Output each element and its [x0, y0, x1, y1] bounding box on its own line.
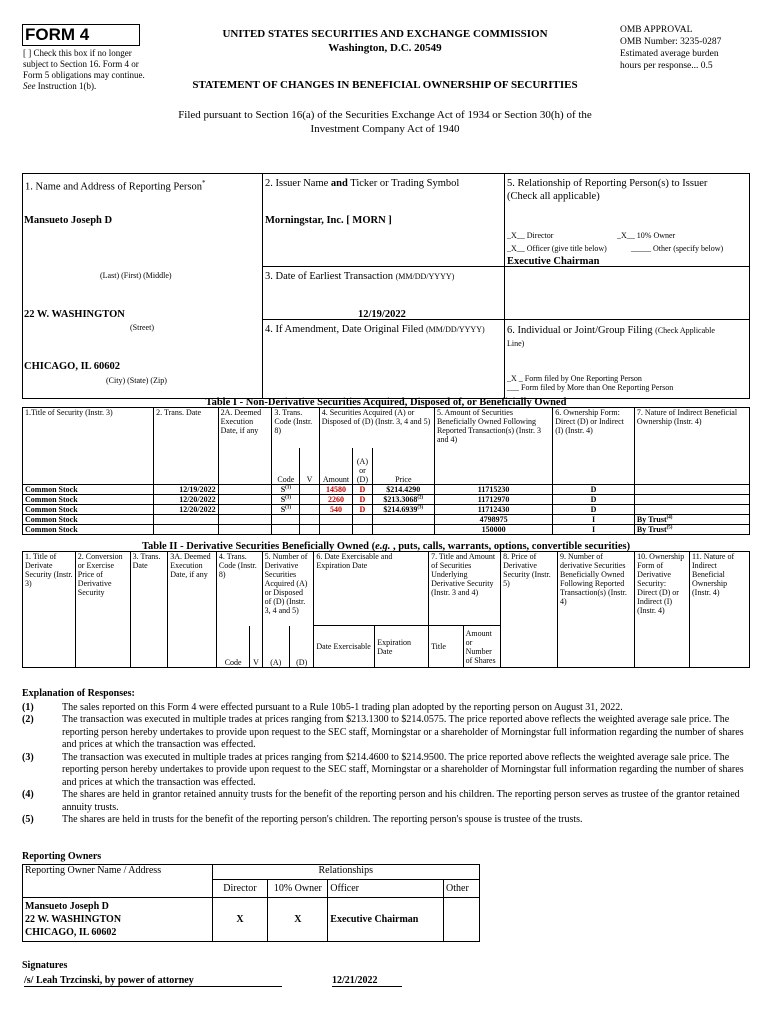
box6-label-note: (Check Applicable [655, 326, 715, 335]
omb-line: Estimated average burden [620, 49, 719, 59]
table2-title-a: Table II - Derivative Securities Beneficially Owned ( [141, 541, 376, 552]
footnote-item [22, 814, 752, 827]
box3-label-text: 3. Date of Earliest Transaction [265, 271, 394, 282]
t1-price-footnote: (2) [417, 495, 424, 501]
table1-h-code-sub: Code [272, 448, 300, 485]
t1-code [272, 485, 300, 495]
owners-col-other: Other [444, 880, 480, 898]
city-label: (City) (State) (Zip) [106, 376, 167, 385]
ten-pct-owner-checkbox: _X__ 10% Owner [617, 231, 676, 240]
t1-owned: 11712430 [434, 505, 552, 515]
t1-amount [319, 525, 353, 535]
checkbox-note-instr: Instruction 1(b). [37, 81, 97, 91]
t2-h-code-sub: Code [216, 626, 250, 668]
checkbox-note-see: See [23, 81, 36, 91]
explanation-section [22, 688, 752, 827]
t1-owned: 11712970 [434, 495, 552, 505]
t1-deemed [218, 515, 272, 525]
omb-line: OMB Number: 3235-0287 [620, 37, 722, 47]
footnote-item [22, 752, 752, 790]
grid-line [262, 266, 505, 267]
t2-h-owned: 9. Number of derivative Securities Beneficially Owned Following Reported Transaction(s) (Instr. 4) [558, 552, 635, 668]
table-row [23, 525, 750, 535]
t1-code [272, 525, 300, 535]
box2-label [265, 177, 459, 190]
box4-label-text: 4. If Amendment, Date Original Filed [265, 324, 424, 335]
t1-v [300, 525, 319, 535]
agency-name: UNITED STATES SECURITIES AND EXCHANGE COMMISSION [222, 28, 548, 40]
t1-nature-value: By Trust [636, 515, 667, 524]
reporting-person-name: Mansueto Joseph D [24, 215, 113, 226]
form-title: FORM 4 [22, 24, 140, 46]
filed-line: Investment Company Act of 1940 [310, 123, 460, 135]
t1-title: Common Stock [23, 495, 154, 505]
t1-price-footnote: (3) [417, 505, 424, 511]
t2-h-amount: Amount or Number of Shares [463, 626, 501, 668]
signature: /s/ Leah Trzcinski, by power of attorney [24, 975, 282, 987]
t1-owned: 150000 [434, 525, 552, 535]
city-state-zip: CHICAGO, IL 60602 [24, 361, 120, 372]
t2-h-d: (D) [290, 626, 314, 668]
agency-address: Washington, D.C. 20549 [328, 42, 442, 54]
t1-deemed [218, 505, 272, 515]
t1-title: Common Stock [23, 515, 154, 525]
t1-code-footnote: (1) [285, 495, 292, 501]
table1-h-acquired: 4. Securities Acquired (A) or Disposed of (D) (Instr. 3, 4 and 5) [319, 408, 434, 448]
t1-date [154, 525, 219, 535]
t1-title: Common Stock [23, 485, 154, 495]
box4-label [265, 323, 485, 336]
t1-amount: 540 [319, 505, 353, 515]
table2-title-b: , puts, calls, warrants, options, convertible securities) [390, 541, 631, 552]
t1-form: D [553, 495, 635, 505]
box1-star: * [202, 179, 206, 187]
box3-label-fmt: (MM/DD/YYYY) [395, 272, 455, 281]
t1-date [154, 515, 219, 525]
t1-code-value: S [280, 495, 286, 504]
t1-nature [634, 485, 749, 495]
t2-h-exdate: 6. Date Exercisable and Expiration Date [314, 552, 429, 626]
footnote-number: (5) [22, 814, 34, 825]
t1-price [372, 525, 434, 535]
footnote-text: The transaction was executed in multiple trades at prices ranging from $213.1300 to $214.0575. The price reported above reflects the weighted average sale price. The reporting person hereby undertakes to provide upon request to the SEC staff, Morningstar or a shareholder of Morningstar full information regarding the number of shares and prices at which the transaction was effected. [62, 714, 744, 750]
footnote-number: (3) [22, 751, 34, 763]
omb-line: OMB APPROVAL [620, 25, 693, 35]
t1-deemed [218, 485, 272, 495]
grid-line [262, 173, 263, 399]
owner-name-address [23, 898, 213, 942]
t1-date: 12/19/2022 [154, 485, 219, 495]
owner-director: X [212, 898, 268, 942]
t1-code [272, 495, 300, 505]
owner-name: Mansueto Joseph D [25, 901, 109, 912]
t2-h-exp: Expiration Date [375, 626, 429, 668]
statement-title: STATEMENT OF CHANGES IN BENEFICIAL OWNERSHIP OF SECURITIES [192, 79, 578, 91]
director-checkbox: _X__ Director [507, 231, 554, 240]
table1-header-row [23, 408, 750, 448]
t1-nature-value: By Trust [636, 525, 667, 534]
t1-v [300, 515, 319, 525]
t1-price [372, 505, 434, 515]
table2 [22, 551, 750, 668]
table-row [23, 515, 750, 525]
t1-price-value: $214.4290 [386, 485, 421, 494]
footnote-item [22, 714, 752, 752]
footnote-text: The shares are held in grantor retained annuity trusts for the benefit of the reporting person and his children. The reporting person serves as trustee of the grantor retained annuity trusts. [62, 789, 740, 813]
owners-col-director: Director [212, 880, 268, 898]
table1-title: Table I - Non-Derivative Securities Acquired, Disposed of, or Beneficially Owned [205, 397, 567, 408]
t1-nature [634, 505, 749, 515]
earliest-transaction-date: 12/19/2022 [358, 309, 406, 320]
t1-v [300, 485, 319, 495]
t1-date: 12/20/2022 [154, 505, 219, 515]
owners-col-relationships: Relationships [212, 865, 480, 880]
t1-v [300, 495, 319, 505]
box5-label-sub: (Check all applicable) [507, 191, 600, 202]
box6-label-text: 6. Individual or Joint/Group Filing [507, 325, 653, 336]
filing-option-more: ___ Form filed by More than One Reporting Person [507, 383, 674, 392]
t2-h-underlying: 7. Title and Amount of Securities Underlying Derivative Security (Instr. 3 and 4) [429, 552, 501, 626]
t1-title: Common Stock [23, 505, 154, 515]
table1-h-nature: 7. Nature of Indirect Beneficial Ownership (Instr. 4) [634, 408, 749, 485]
t1-amount: 14580 [319, 485, 353, 495]
table1-h-v: V [300, 448, 319, 485]
t1-code [272, 505, 300, 515]
other-checkbox: _____ Other (specify below) [631, 244, 724, 253]
t2-h-nature: 11. Nature of Indirect Beneficial Ownership (Instr. 4) [690, 552, 750, 668]
t2-h-a: (A) [262, 626, 289, 668]
filed-line: Filed pursuant to Section 16(a) of the Securities Exchange Act of 1934 or Section 30(h) of the [178, 109, 592, 121]
table1 [22, 407, 750, 535]
table1-h-date: 2. Trans. Date [154, 408, 219, 485]
table2-header-row [23, 552, 750, 626]
t1-price-value: $213.3068 [383, 495, 418, 504]
t2-h-date-ex: Date Exercisable [314, 626, 375, 668]
t1-deemed [218, 495, 272, 505]
street-address: 22 W. WASHINGTON [24, 309, 125, 320]
t1-ad [353, 515, 372, 525]
table-row [23, 898, 480, 942]
t2-h-price: 8. Price of Derivative Security (Instr. 5) [501, 552, 558, 668]
t1-form: I [553, 515, 635, 525]
owner-officer: Executive Chairman [328, 898, 444, 942]
box2-label-and: and [330, 178, 348, 189]
grid-line [749, 173, 750, 399]
owner-street: 22 W. WASHINGTON [25, 914, 122, 925]
checkbox-note [23, 48, 153, 92]
table1-h-owned: 5. Amount of Securities Beneficially Owned Following Reported Transaction(s) (Instr. 3 and 4) [434, 408, 552, 485]
owner-ten-pct: X [268, 898, 328, 942]
agency-heading [160, 27, 610, 55]
box4-label-fmt: (MM/DD/YYYY) [425, 325, 485, 334]
officer-title: Executive Chairman [507, 256, 600, 267]
table-row [23, 495, 750, 505]
box5-label-text: 5. Relationship of Reporting Person(s) to Issuer [507, 178, 708, 189]
footnote-text: The transaction was executed in multiple trades at prices ranging from $214.4600 to $214.9500. The price reported above reflects the weighted average sale price. The reporting person hereby undertakes to provide upon request to the SEC staff, Morningstar or a shareholder of Morningstar full information regarding the number of shares and prices at which the transaction was effected. [62, 751, 744, 788]
t1-form: D [553, 485, 635, 495]
owner-other [444, 898, 480, 942]
table-row [23, 485, 750, 495]
table1-h-title: 1.Title of Security (Instr. 3) [23, 408, 154, 485]
t1-price [372, 495, 434, 505]
t1-date: 12/20/2022 [154, 495, 219, 505]
t1-form: D [553, 505, 635, 515]
t1-nature [634, 525, 749, 535]
t1-code-value: S [280, 505, 286, 514]
footnote-item [22, 702, 752, 715]
owners-col-ten: 10% Owner [268, 880, 328, 898]
t2-h-deemed: 3A. Deemed Execution Date, if any [168, 552, 217, 668]
reporting-owners-table [22, 864, 480, 942]
filed-pursuant [150, 108, 620, 136]
t1-code-footnote: (1) [285, 505, 292, 511]
t1-price [372, 485, 434, 495]
table1-h-code: 3. Trans. Code (Instr. 8) [272, 408, 319, 448]
signature-date: 12/21/2022 [332, 975, 402, 987]
table2-title-eg: e.g. [375, 541, 391, 552]
t1-nature [634, 515, 749, 525]
table1-h-amount: Amount [319, 448, 353, 485]
t2-h-form: 10. Ownership Form of Derivative Security: Direct (D) or Indirect (I) (Instr. 4) [635, 552, 690, 668]
t1-form: I [553, 525, 635, 535]
t1-ad: D [353, 485, 372, 495]
signatures-heading: Signatures [22, 960, 68, 971]
box6-label-line: Line) [507, 339, 525, 348]
footnote-number: (4) [22, 789, 34, 800]
checkbox-note-text: [ ] Check this box if no longer subject to Section 16. Form 4 or Form 5 obligations may continue. [23, 48, 145, 80]
t1-amount [319, 515, 353, 525]
omb-line: hours per response... 0.5 [620, 61, 713, 71]
t2-h-title-sub: Title [429, 626, 464, 668]
t1-owned: 11715230 [434, 485, 552, 495]
t1-price [372, 515, 434, 525]
t1-deemed [218, 525, 272, 535]
t2-h-v: V [250, 626, 262, 668]
street-label: (Street) [130, 323, 154, 332]
t1-code-value: S [280, 485, 286, 494]
table1-h-price: Price [372, 448, 434, 485]
box5-label [507, 177, 747, 203]
t1-code-footnote: (1) [285, 485, 292, 491]
table-row [23, 505, 750, 515]
footnote-number: (2) [22, 714, 34, 725]
reporting-owners-heading: Reporting Owners [22, 851, 102, 862]
t1-nature-footnote: (5) [666, 525, 673, 531]
t2-h-date: 3. Trans. Date [130, 552, 168, 668]
issuer-name: Morningstar, Inc. [ MORN ] [265, 215, 392, 226]
box6-label [507, 324, 747, 350]
t1-nature-footnote: (4) [666, 515, 673, 521]
table1-h-deemed: 2A. Deemed Execution Date, if any [218, 408, 272, 485]
t1-ad: D [353, 505, 372, 515]
footnote-text: The shares are held in trusts for the benefit of the reporting person's children. The reporting person's spouse is trustee of the trusts. [62, 814, 583, 825]
owner-city: CHICAGO, IL 60602 [25, 927, 117, 938]
t1-owned: 4798975 [434, 515, 552, 525]
t2-h-code: 4. Trans. Code (Instr. 8) [216, 552, 262, 626]
omb-approval [620, 24, 760, 72]
t1-amount: 2260 [319, 495, 353, 505]
footnote-number: (1) [22, 701, 34, 713]
t2-h-conv: 2. Conversion or Exercise Price of Derivative Security [75, 552, 130, 668]
t1-ad: D [353, 495, 372, 505]
box2-label-a: 2. Issuer Name [265, 178, 331, 189]
table1-h-aord: (A) or (D) [353, 448, 372, 485]
box3-label [265, 270, 454, 283]
t1-title: Common Stock [23, 525, 154, 535]
filing-option-one: _X _ Form filed by One Reporting Person [507, 374, 642, 383]
name-parts-label: (Last) (First) (Middle) [100, 271, 172, 280]
footnote-item [22, 789, 752, 814]
grid-line [22, 173, 23, 399]
t1-v [300, 505, 319, 515]
table1-h-form: 6. Ownership Form: Direct (D) or Indirect (I) (Instr. 4) [553, 408, 635, 485]
owners-col-name: Reporting Owner Name / Address [23, 865, 213, 898]
t1-price-value: $214.6939 [383, 505, 418, 514]
t2-h-title: 1. Title of Derivate Security (Instr. 3) [23, 552, 76, 668]
box2-label-b: Ticker or Trading Symbol [347, 178, 460, 189]
t2-h-number: 5. Number of Derivative Securities Acquired (A) or Disposed of (D) (Instr. 3, 4 and 5) [262, 552, 314, 626]
owners-header-row [23, 865, 480, 880]
footnote-text: The sales reported on this Form 4 were effected pursuant to a Rule 10b5-1 trading plan adopted by the reporting person on August 31, 2022. [62, 701, 623, 713]
grid-line [504, 173, 505, 399]
t1-code [272, 515, 300, 525]
owners-col-officer: Officer [328, 880, 444, 898]
officer-checkbox: _X__ Officer (give title below) [507, 244, 607, 253]
box1-label-text: 1. Name and Address of Reporting Person [25, 181, 203, 193]
t1-nature [634, 495, 749, 505]
grid-line [262, 319, 750, 320]
explanation-heading: Explanation of Responses: [22, 688, 135, 699]
box1-label [25, 177, 206, 194]
grid-line [22, 173, 750, 174]
t1-ad [353, 525, 372, 535]
